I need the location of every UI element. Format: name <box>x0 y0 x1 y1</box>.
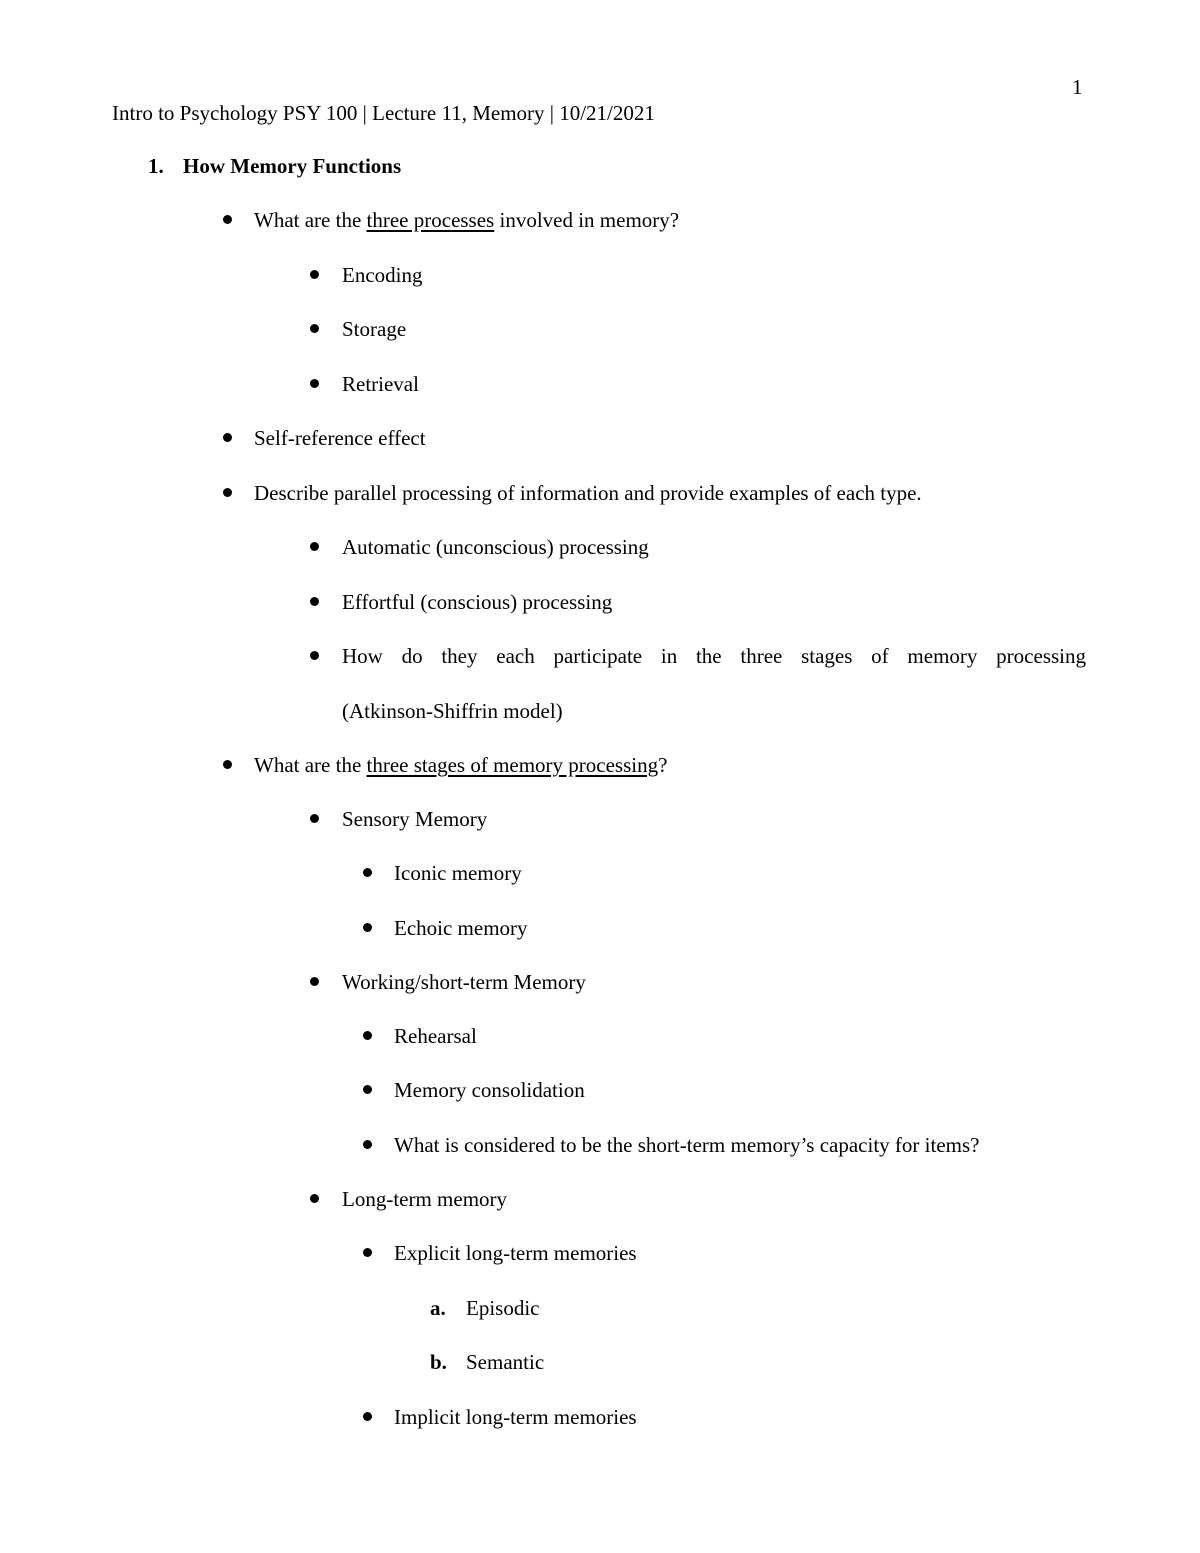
bullet-icon <box>310 814 319 823</box>
bullet-icon <box>363 1412 372 1421</box>
page-number: 1 <box>1072 75 1083 99</box>
list-item-sensory-memory: Sensory Memory <box>342 807 488 831</box>
bullet-icon <box>223 760 232 769</box>
list-item-explicit: Explicit long-term memories <box>394 1241 637 1265</box>
list-item-text: involved in memory? <box>494 208 680 232</box>
bullet-icon <box>223 433 232 442</box>
list-item-encoding: Encoding <box>342 263 423 287</box>
list-item-participate-line2: (Atkinson-Shiffrin model) <box>342 699 563 723</box>
bullet-icon <box>310 1194 319 1203</box>
bullet-icon <box>363 1140 372 1149</box>
bullet-icon <box>310 542 319 551</box>
bullet-icon <box>310 597 319 606</box>
list-item-automatic: Automatic (unconscious) processing <box>342 535 649 559</box>
list-item-participate-line1: How do they each participate in the three stages of memory processing <box>342 644 1086 668</box>
section-title: How Memory Functions <box>183 154 402 178</box>
list-item-parallel-processing: Describe parallel processing of information and provide examples of each type. <box>254 481 922 505</box>
bullet-icon <box>363 868 372 877</box>
list-item-effortful: Effortful (conscious) processing <box>342 590 613 614</box>
document-header: Intro to Psychology PSY 100 | Lecture 11, Memory | 10/21/2021 <box>112 101 655 125</box>
list-item-text: ? <box>658 753 668 777</box>
underlined-term: three processes <box>366 208 495 232</box>
section-number: 1. <box>148 154 164 178</box>
bullet-icon <box>363 1085 372 1094</box>
bullet-icon <box>310 651 319 660</box>
list-item-text: What are the <box>254 208 367 232</box>
list-item-retrieval: Retrieval <box>342 372 419 396</box>
list-item-three-processes <box>254 206 679 234</box>
bullet-icon <box>223 215 232 224</box>
list-item-echoic-memory: Echoic memory <box>394 916 528 940</box>
list-item-text: What are the <box>254 753 367 777</box>
list-item-three-stages <box>254 751 667 779</box>
bullet-icon <box>310 324 319 333</box>
list-item-long-term-memory: Long-term memory <box>342 1187 508 1211</box>
bullet-icon <box>223 488 232 497</box>
list-item-episodic: Episodic <box>466 1296 540 1320</box>
list-item-working-memory: Working/short-term Memory <box>342 970 586 994</box>
underlined-term: three stages of memory processing <box>366 753 659 777</box>
list-item-rehearsal: Rehearsal <box>394 1024 477 1048</box>
bullet-icon <box>363 923 372 932</box>
list-item-storage: Storage <box>342 317 407 341</box>
list-item-implicit: Implicit long-term memories <box>394 1405 637 1429</box>
list-label-b: b. <box>430 1350 447 1374</box>
list-item-self-reference: Self-reference effect <box>254 426 426 450</box>
list-label-a: a. <box>430 1296 446 1320</box>
list-item-semantic: Semantic <box>466 1350 545 1374</box>
bullet-icon <box>310 977 319 986</box>
bullet-icon <box>310 270 319 279</box>
list-item-memory-consolidation: Memory consolidation <box>394 1078 585 1102</box>
list-item-iconic-memory: Iconic memory <box>394 861 522 885</box>
bullet-icon <box>363 1248 372 1257</box>
list-item-capacity: What is considered to be the short-term memory’s capacity for items? <box>394 1133 980 1157</box>
bullet-icon <box>310 379 319 388</box>
bullet-icon <box>363 1031 372 1040</box>
